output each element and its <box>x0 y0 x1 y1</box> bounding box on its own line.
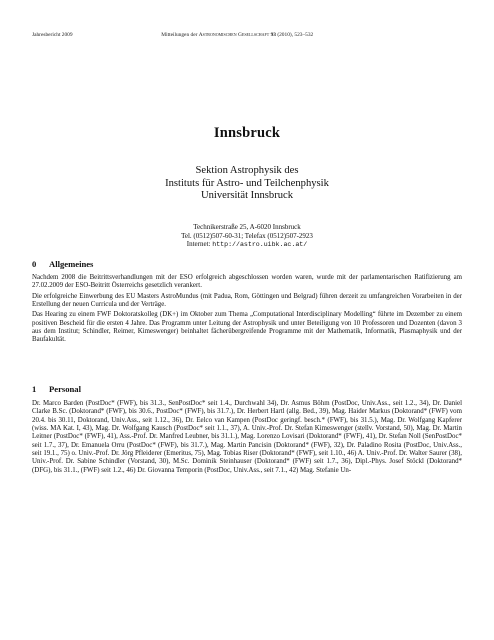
header-center-suffix: (2010), 523–532 <box>275 32 314 38</box>
internet-label: Internet: <box>186 240 213 248</box>
address-internet <box>0 240 494 250</box>
header-society: Astronomischen Gesellschaft <box>198 32 270 38</box>
institute-name <box>0 165 494 203</box>
header-center <box>73 32 402 38</box>
section-title: Allgemeines <box>49 259 94 269</box>
section-body-allgemeines <box>32 274 462 345</box>
paragraph: Dr. Marco Barden (PostDoc* (FWF), bis 31.3., SenPostDoc* seit 1.4., Durchwahl 34), Dr. Asmus Böhm (PostDoc, Univ.Ass., seit 1.2., 34), Dr. Daniel Clarke B.Sc. (Doktorand* (FWF), bis 30.6., PostDoc* (FWF), bis 31.7.), Dr. Herbert Hartl (allg. Bed., 39), Mag. Haider Markus (Doktorand* (FWF) vom 20.4. bis 30.11, Doktorand, Univ.Ass., seit 1.12., 36), Dr. Eelco van Kampen (PostDoc geringf. besch.* (FWF), bis 31.5.), Mag. Dr. Wolfgang Kapferer (wiss. MA Kat. I, 43), Mag. Dr. Wolfgang Kausch (PostDoc* seit 1.1., 37), A. Univ.-Prof. Dr. Stefan Kimeswenger (stellv. Vorstand, 50), Mag. Dr. Martin Leitner (PostDoc* (FWF), 41), Ass.-Prof. Dr. Manfred Leubner, bis 31.1.), Mag. Lorenzo Lovisari (Doktorand* (FWF), 41), Dr. Stefan Noll (SenPostDoc* seit 1.7., 37), Dr. Emanuela Orru (PostDoc* (FWF), bis 31.7.), Mag. Martin Pancisin (Doktorand* (FWF), 32), Dr. Paladino Rosita (PostDoc, Univ.Ass., seit 19.1., 75) o. Univ.-Prof. Dr. Jörg Pfleiderer (Emeritus, 75), Mag. Tobias Riser (Doktorand* (FWF), seit 1.10., 46) A. Univ.-Prof. Dr. Walter Saurer (38), Univ.-Prof. Dr. Sabine Schindler (Vorstand, 30), M.Sc. Dominik Steinhauser (Doktorand* (FWF) seit 1.7., 36), Dipl.-Phys. Josef Stöckl (Doktorand* (DFG), bis 31.1., (FWF) seit 1.2., 46) Dr. Giovanna Temporin (PostDoc, Univ.Ass., seit 7.1., 42) Mag. Stefanie Un- <box>32 400 462 474</box>
header-center-prefix: Mitteilungen der <box>161 32 199 38</box>
section-title: Personal <box>49 384 81 394</box>
header-left: Jahresbericht 2009 <box>32 32 73 38</box>
address-phone: Tel. (0512)507-60-31; Telefax (0512)507-2923 <box>181 231 313 240</box>
address-block <box>0 223 494 250</box>
page-title: Innsbruck <box>213 125 281 141</box>
paragraph: Das Hearing zu einem FWF Doktoratskolleg (DK+) im Oktober zum Thema „Computational Interdisciplinary Modelling“ führte im Dezember zu einem positiven Bescheid für die ersten 4 Jahre. Das Programm unter Leitung der Astrophysik und unter Beteiligung von 10 Professoren und Dozenten (davon 3 aus dem Institut; Schindler, Reimer, Kimeswenger) beinhaltet fächerübergreifende Programme mit der Mathematik, Informatik, Plasmaphysik und der Baufakultät. <box>32 311 462 344</box>
subtitle-line: Sektion Astrophysik des <box>195 165 299 176</box>
subtitle-line: Universität Innsbruck <box>200 190 294 202</box>
running-header <box>32 30 462 40</box>
address-street: Technikerstraße 25, A-6020 Innsbruck <box>193 223 301 231</box>
section-body-personal <box>32 400 462 475</box>
subtitle-line: Instituts für Astro- und Teilchenphysik <box>165 177 329 189</box>
internet-link[interactable]: http://astro.uibk.ac.at/ <box>212 241 308 248</box>
section-heading-allgemeines <box>32 259 93 269</box>
paragraph: Nachdem 2008 die Beitrittsverhandlungen mit der ESO erfolgreich abgeschlossen worden waren, wurde mit der parlamentarischen Ratifizierung am 27.02.2009 der ESO-Beitritt Österreichs gesetzlich verankert. <box>32 274 462 290</box>
paragraph: Die erfolgreiche Einwerbung des EU Masters AstroMundus (mit Padua, Rom, Göttingen und Belgrad) führen derzeit zu umfangreichen Vorarbeiten in der Erstellung der neuen Curricula und der Verträge. <box>32 292 462 309</box>
section-number: 0 <box>32 259 37 269</box>
section-heading-personal <box>32 384 81 394</box>
header-volume: 93 <box>270 32 276 38</box>
section-number: 1 <box>32 384 37 394</box>
